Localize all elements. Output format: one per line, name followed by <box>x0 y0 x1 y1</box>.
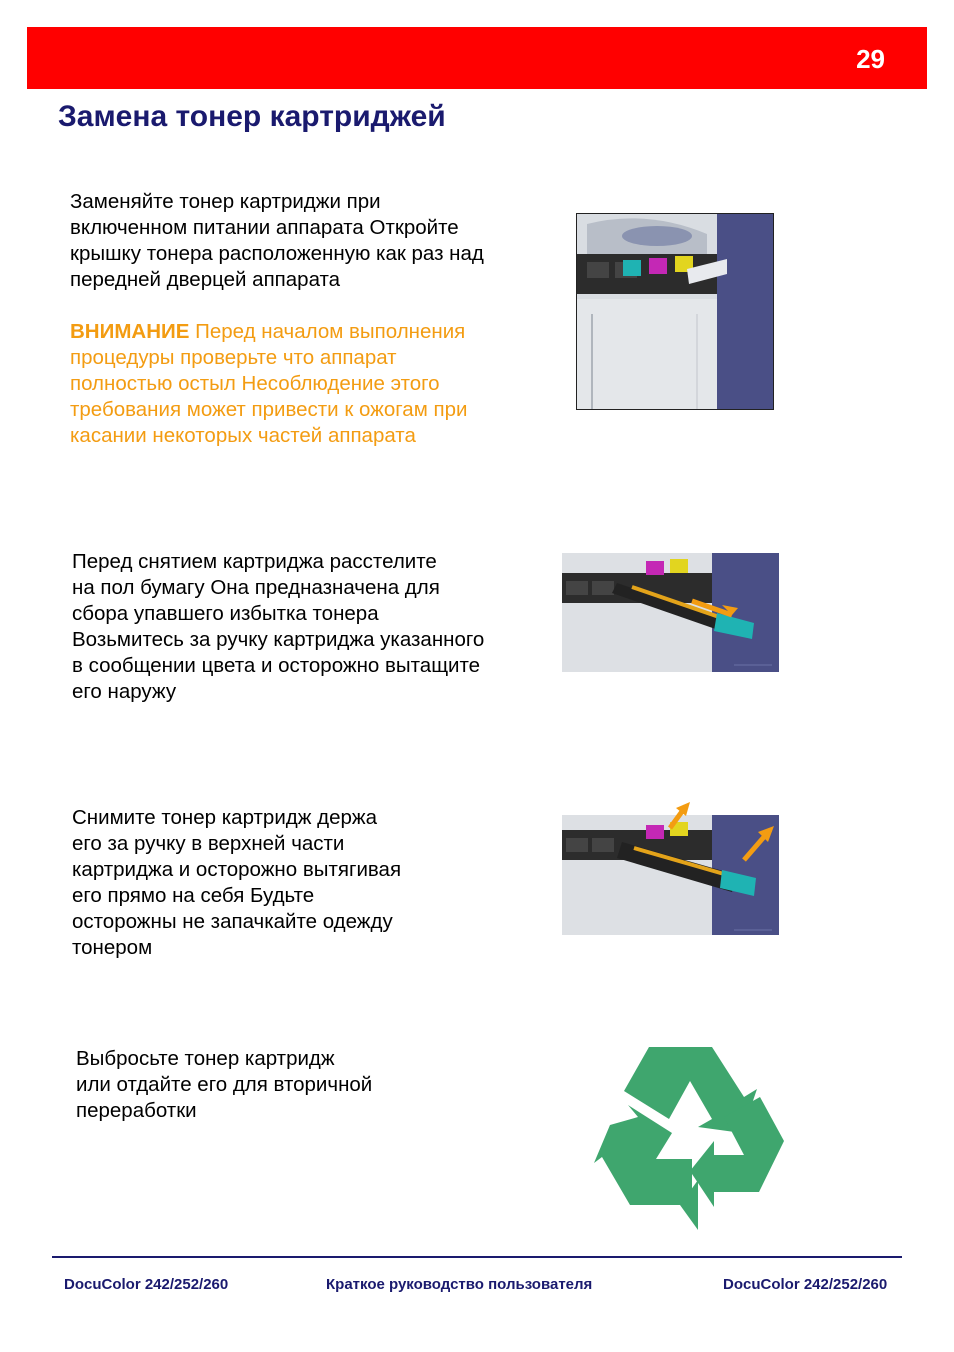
warning-label: ВНИМАНИЕ <box>70 320 190 343</box>
footer-left: DocuColor 242/252/260 <box>64 1276 229 1293</box>
step-4-text: Выбросьте тонер картридж или отдайте его для вторичной переработки <box>76 1047 373 1122</box>
warning-body: Перед началом выполнения процедуры проверьте что аппарат полностью остыл Несоблюдение этого требования может привести к ожогам при касании некоторых частей аппарата <box>70 320 468 447</box>
photo-pull-cartridge <box>562 553 779 672</box>
page-number: 29 <box>856 44 885 74</box>
photo-open-toner-cover <box>576 213 774 410</box>
page-title: Замена тонер картриджей <box>58 100 446 133</box>
warning-text <box>70 319 550 449</box>
footer-right: DocuColor 242/252/260 <box>723 1276 888 1293</box>
footer-rule <box>52 1256 902 1258</box>
photo-remove-cartridge <box>562 800 779 935</box>
header-bar <box>27 27 927 89</box>
step-1-text: Заменяйте тонер картриджи при включенном питании аппарата Откройте крышку тонера расположенную как раз над передней дверцей аппарата <box>70 190 484 291</box>
footer-center: Краткое руководство пользователя <box>326 1276 593 1293</box>
step-2-text: Перед снятием картриджа расстелите на пол бумагу Она предназначена для сбора упавшего избытка тонера Возьмитесь за ручку картриджа указанного в сообщении цвета и осторожно вытащите его наружу <box>72 550 485 703</box>
step-3-text: Снимите тонер картридж держа его за ручку в верхней части картриджа и осторожно вытягивая его прямо на себя Будьте осторожны не запачкайте одежду тонером <box>72 806 402 959</box>
recycle-icon <box>594 1045 784 1230</box>
